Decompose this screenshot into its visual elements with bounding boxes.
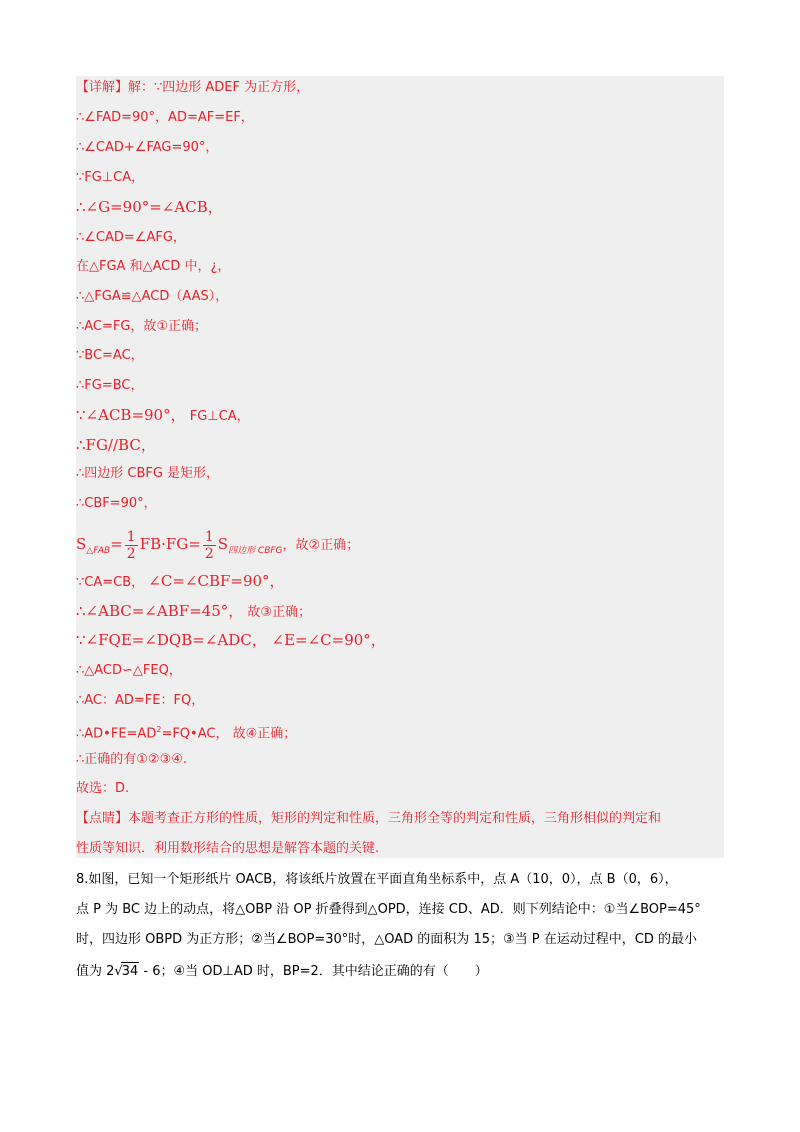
solution-line-22-sup: 2: [156, 725, 162, 734]
solution-line-9: ∴AC=FG，故①正确；: [76, 319, 208, 334]
area-subscript-cbfg: 四边形 CBFG: [228, 546, 283, 556]
solution-line-2: ∴∠FAD=90°，AD=AF=EF，: [76, 110, 254, 125]
solution-line-16: [76, 526, 359, 569]
sqrt-radicand: 34: [121, 964, 139, 979]
solution-line-19-b: ∠E=∠C=90°，: [271, 631, 386, 649]
solution-line-17-math: ∠C=∠CBF=90°，: [148, 572, 285, 590]
solution-line-12-math: ∵∠ACB=90°，: [76, 406, 186, 424]
solution-line-18: [76, 602, 311, 622]
sqrt-sign: √: [114, 964, 123, 979]
equals-sign: =: [110, 535, 123, 553]
fraction-numerator: 1: [126, 529, 136, 545]
solution-line-22-b: =FQ•AC，: [161, 726, 229, 742]
question-line-4-a: 值为 2: [76, 964, 115, 979]
question-line-1: 8.如图，已知一个矩形纸片 OACB，将该纸片放置在平面直角坐标系中，点 A（10，0），点 B（0，6），: [76, 872, 678, 887]
solution-line-22: [76, 721, 296, 743]
solution-line-25: 【点睛】本题考查正方形的性质，矩形的判定和性质，三角形全等的判定和性质，三角形相似的判定和: [76, 811, 662, 826]
solution-line-7: 在△FGA 和△ACD 中，¿，: [76, 259, 231, 274]
solution-line-17: [76, 572, 285, 592]
question-line-4-b: - 6；④当 OD⊥AD 时，BP=2．其中结论正确的有（ ）: [139, 964, 488, 979]
solution-line-4: ∵FG⊥CA，: [76, 170, 145, 185]
fraction-denominator-2: 2: [204, 546, 214, 562]
solution-line-21: ∴AC：AD=FE：FQ，: [76, 693, 205, 708]
solution-line-20: ∴△ACD∽△FEQ，: [76, 663, 182, 678]
fraction-numerator-2: 1: [204, 529, 214, 545]
solution-line-5: ∴∠G=90°=∠ACB，: [76, 198, 223, 216]
fraction-denominator: 2: [126, 546, 136, 562]
solution-line-23: ∴正确的有①②③④.: [76, 752, 188, 767]
solution-line-22-c: 故④正确；: [232, 726, 297, 742]
solution-line-6: ∴∠CAD=∠AFG，: [76, 230, 186, 245]
solution-line-13: ∴FG//BC，: [76, 436, 156, 454]
solution-line-15: ∴CBF=90°，: [76, 496, 157, 511]
question-line-3: 时，四边形 OBPD 为正方形；②当∠BOP=30°时，△OAD 的面积为 15；③当 P 在运动过程中，CD 的最小: [76, 932, 697, 947]
solution-line-1: 【详解】解：∵四边形 ADEF 为正方形，: [76, 80, 310, 95]
solution-line-8: ∴△FGA≌△ACD（AAS），: [76, 289, 229, 304]
area-subscript-fab: △FAB: [86, 546, 111, 556]
area-symbol-2: S: [217, 535, 229, 553]
solution-line-10: ∵BC=AC，: [76, 348, 144, 363]
solution-line-19-a: ∵∠FQE=∠DQB=∠ADC，: [76, 631, 267, 649]
solution-line-26: 性质等知识．利用数形结合的思想是解答本题的关键.: [76, 841, 380, 856]
solution-line-3: ∴∠CAD+∠FAG=90°，: [76, 140, 219, 155]
solution-line-11: ∴FG=BC，: [76, 378, 144, 393]
fraction-half: [125, 529, 138, 562]
solution-line-24: 故选：D.: [76, 781, 130, 796]
question-line-4: [76, 962, 488, 981]
product-expression: FB·FG=: [139, 535, 201, 553]
solution-line-19: [76, 631, 386, 649]
solution-line-12-text: FG⊥CA，: [189, 409, 250, 424]
solution-line-18-math: ∴∠ABC=∠ABF=45°，: [76, 602, 244, 620]
solution-line-22-a: ∴AD•FE=AD: [76, 726, 157, 742]
solution-line-12: [76, 406, 250, 426]
area-symbol: S: [76, 535, 87, 553]
fraction-half-2: [203, 529, 216, 562]
solution-line-18-text: 故③正确；: [247, 605, 312, 620]
solution-line-17-text: ∵CA=CB，: [76, 575, 145, 590]
conclusion-2: ，故②正确；: [282, 538, 360, 553]
question-line-2: 点 P 为 BC 边上的动点，将△OBP 沿 OP 折叠得到△OPD，连接 CD、AD．则下列结论中：①当∠BOP=45°: [76, 902, 701, 917]
solution-line-14: ∴四边形 CBFG 是矩形，: [76, 466, 220, 481]
